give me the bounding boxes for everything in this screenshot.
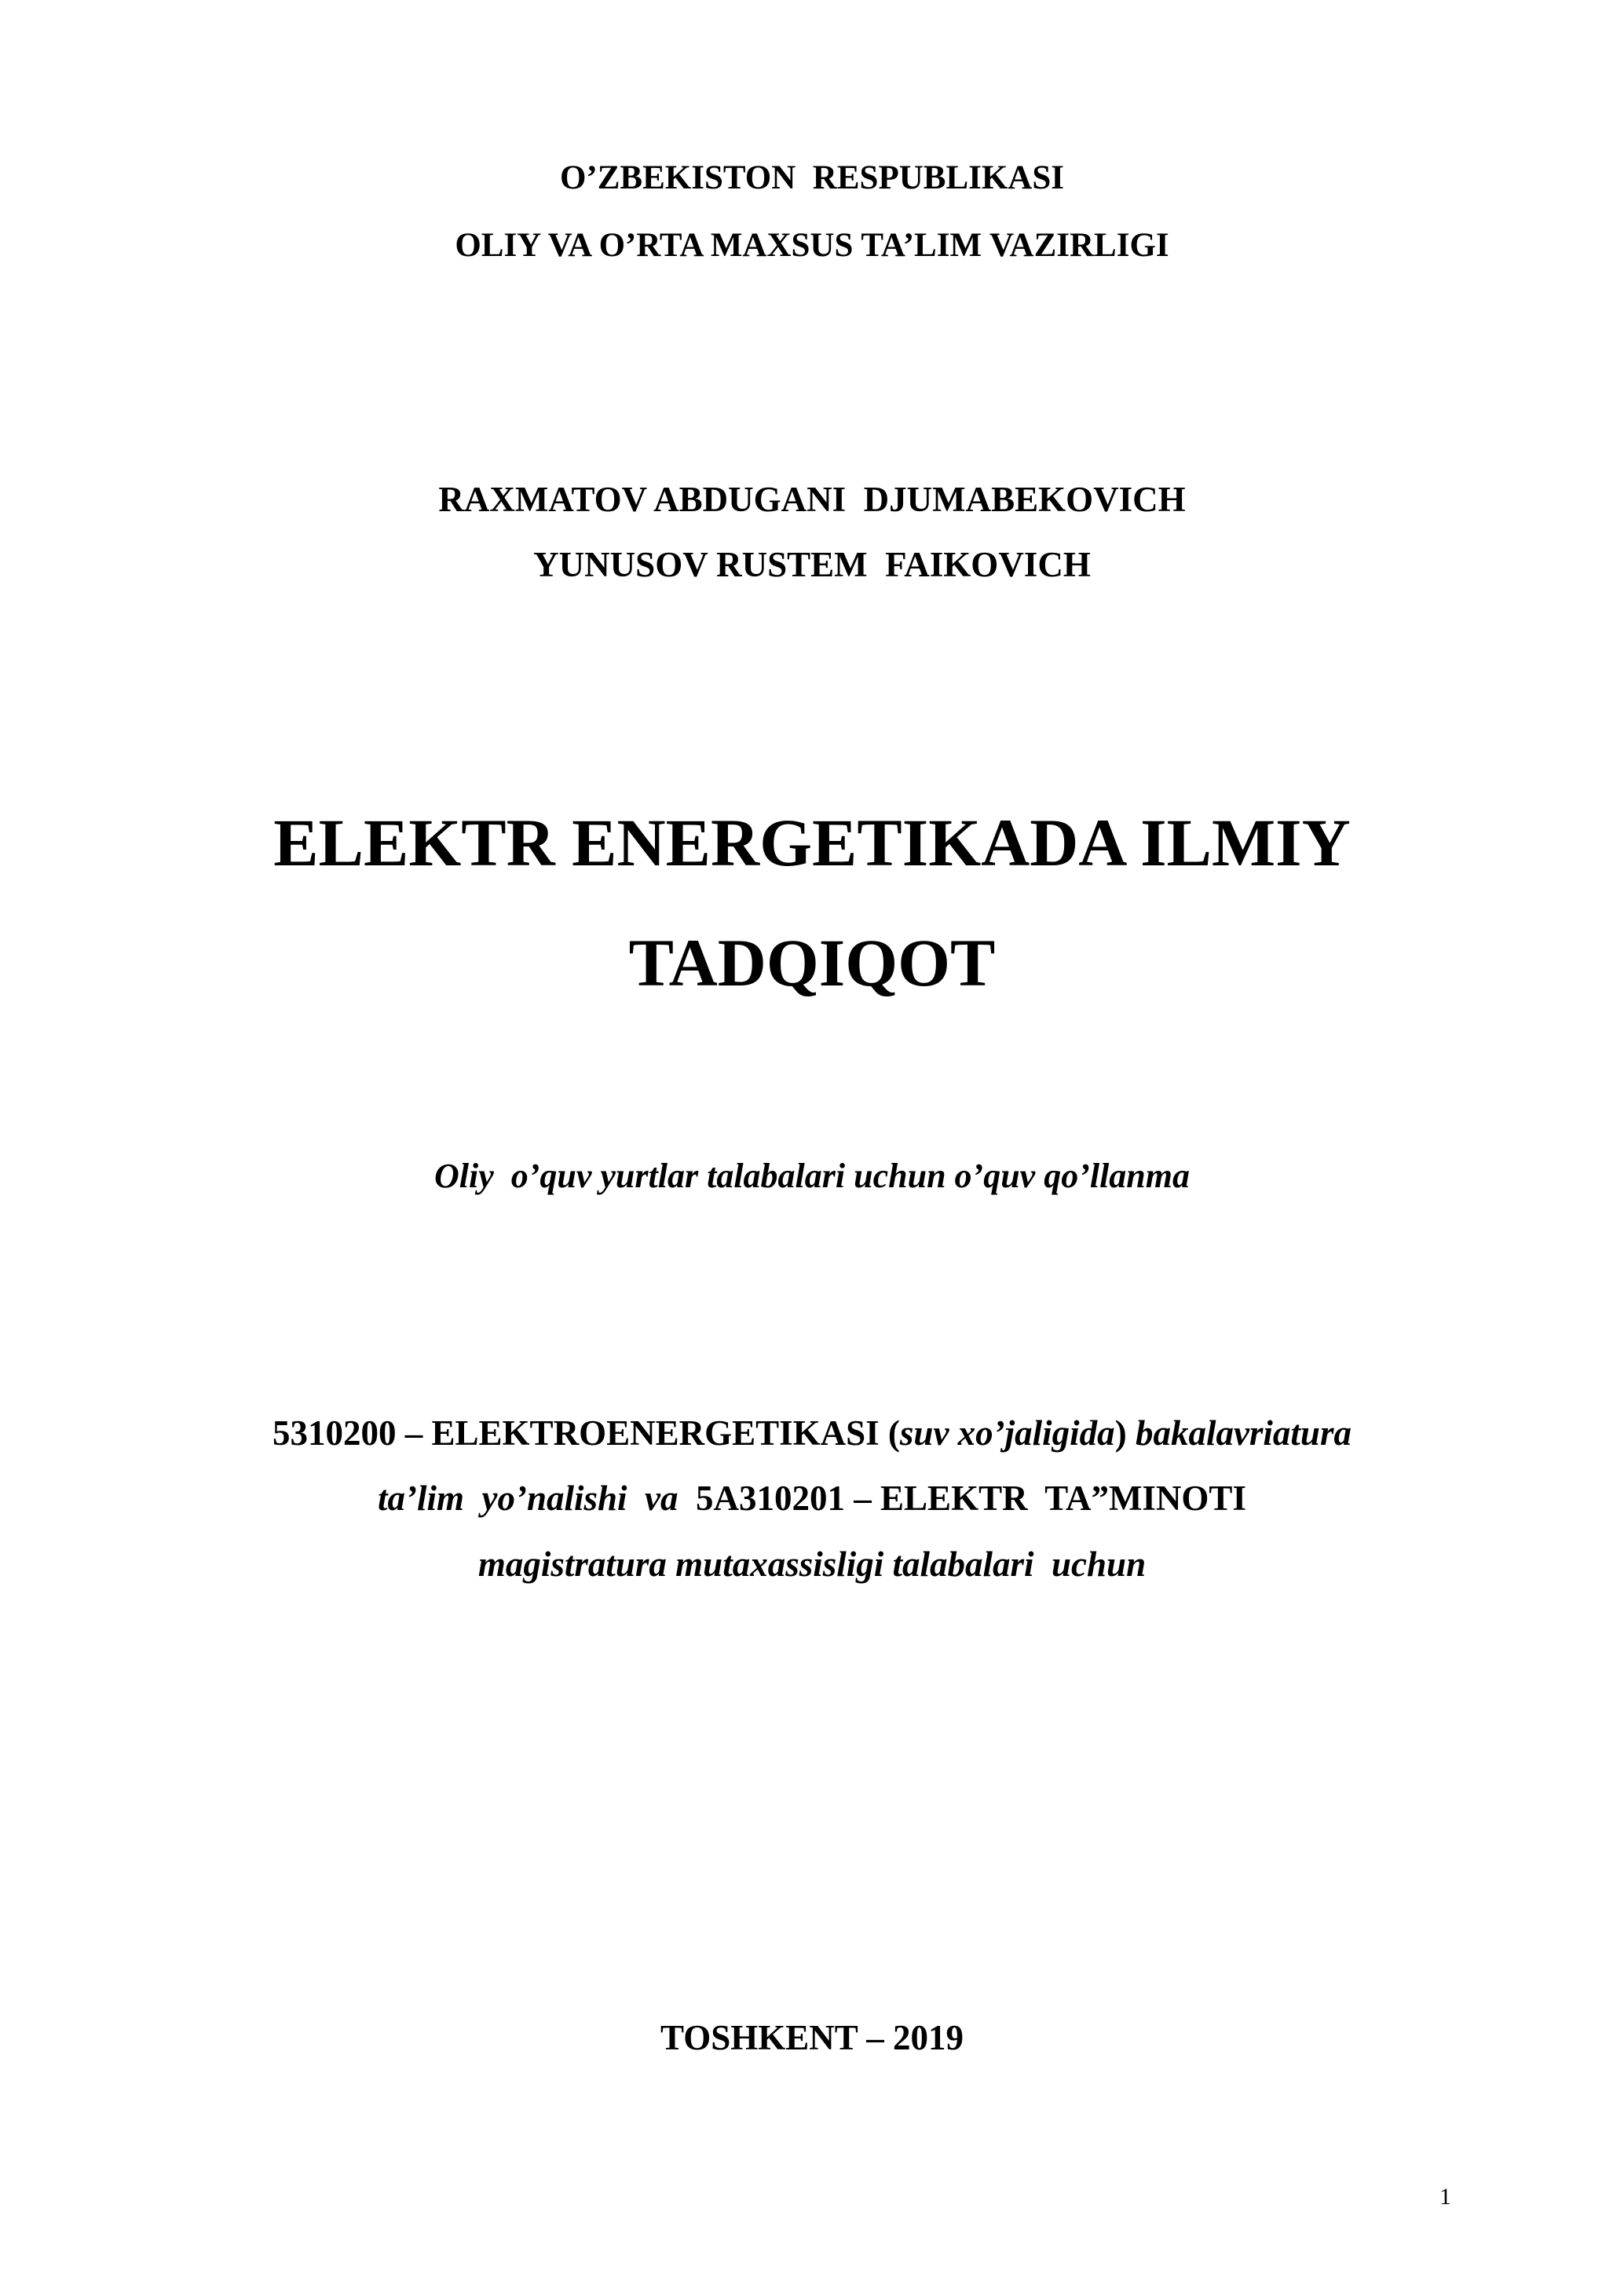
document-subtitle: Oliy o’quv yurtlar talabalari uchun o’quv qo’llanma [434, 1157, 1190, 1195]
program-note: suv xo’jaligida [899, 1413, 1115, 1453]
ministry-name-line: OLIY VA O’RTA MAXSUS TA’LIM VAZIRLIGI [455, 227, 1169, 264]
education-direction-prefix: ta’lim yo’nalishi va [378, 1479, 697, 1518]
document-title-line-2: TADQIQOT [628, 925, 996, 1000]
specialization-line-3: magistratura mutaxassisligi talabalari uchun [477, 1545, 1147, 1584]
author-1: RAXMATOV ABDUGANI DJUMABEKOVICH [438, 480, 1186, 519]
degree-level: bakalavriatura [1135, 1413, 1352, 1453]
author-2: YUNUSOV RUSTEM FAIKOVICH [533, 545, 1091, 584]
specialization-line-2 [0, 1481, 1624, 1516]
specialization-line-1 [0, 1413, 1624, 1453]
ministry-republic-line: O’ZBEKISTON RESPUBLIKASI [559, 159, 1065, 196]
city-year: TOSHKENT – 2019 [660, 2018, 964, 2057]
program-note-close: ) [1114, 1413, 1136, 1453]
master-program-code: 5A310201 – ELEKTR TA”MINOTI [696, 1479, 1246, 1518]
page-number: 1 [1439, 2184, 1451, 2210]
document-title-line-1: ELEKTR ENERGETIKADA ILMIY [273, 805, 1351, 880]
bachelor-program-code: 5310200 – ELEKTROENERGETIKASI ( [272, 1413, 900, 1453]
